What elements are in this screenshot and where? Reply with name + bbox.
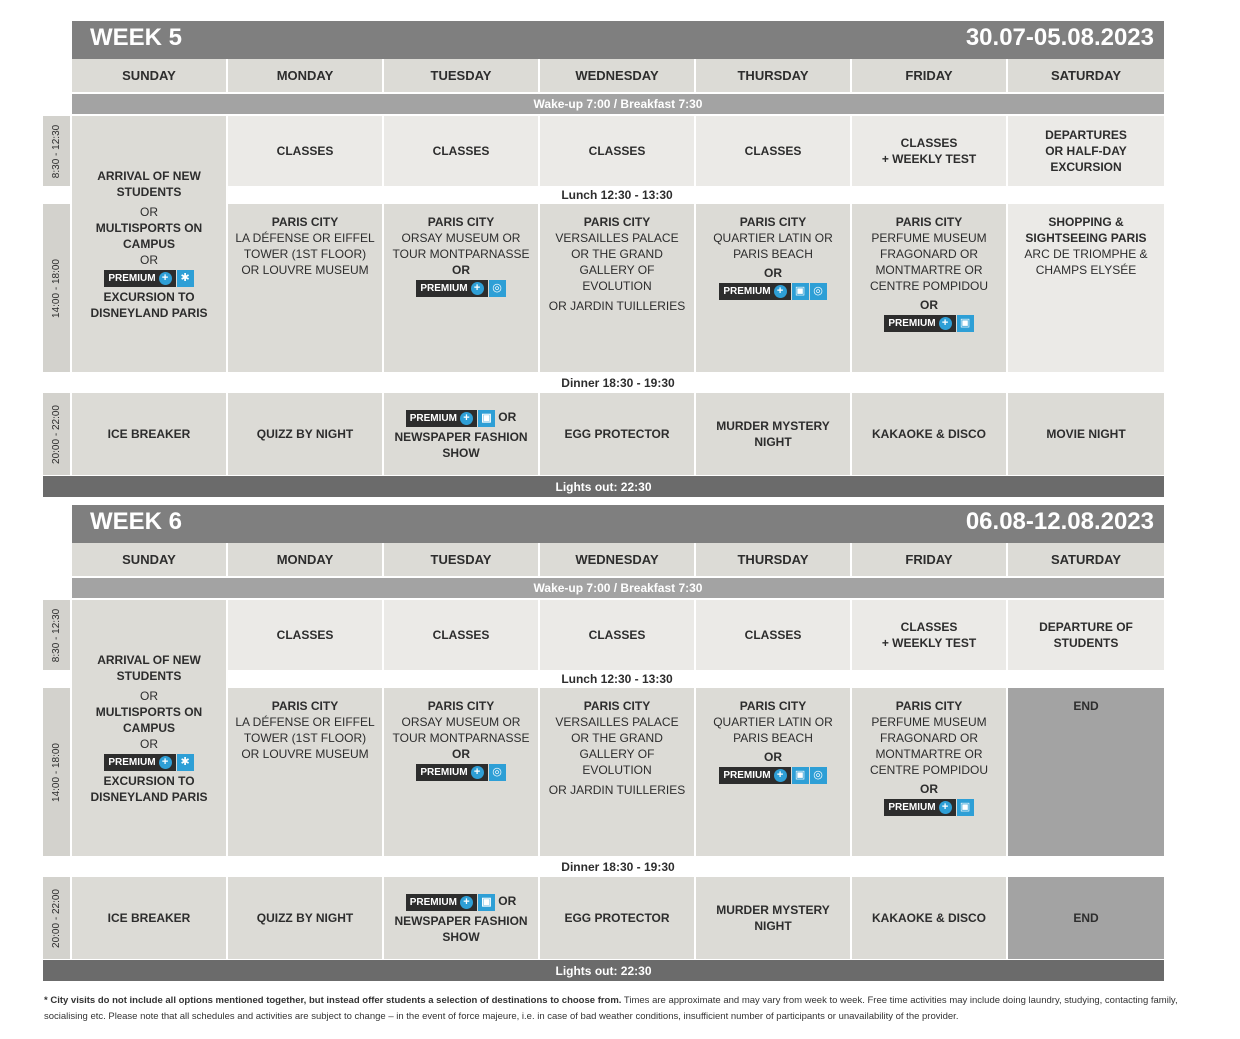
day-header: WEDNESDAY bbox=[540, 543, 694, 576]
day-header: MONDAY bbox=[228, 543, 382, 576]
ride-icon: ✱ bbox=[177, 754, 194, 771]
friday-afternoon-cell: PARIS CITY PERFUME MUSEUM FRAGONARD OR MONTMARTRE OR CENTRE POMPIDOU OR PREMIUM + ▣ bbox=[852, 204, 1006, 372]
time-label-morning: 8:30 - 12:30 bbox=[43, 600, 70, 670]
evening-cell: ICE BREAKER bbox=[72, 393, 226, 475]
thursday-afternoon-cell: PARIS CITY QUARTIER LATIN OR PARIS BEACH OR PREMIUM + ▣ ◎ bbox=[696, 204, 850, 372]
day-header: SUNDAY bbox=[72, 543, 226, 576]
wednesday-afternoon-cell: PARIS CITY VERSAILLES PALACE OR THE GRAND GALLERY OF EVOLUTION OR JARDIN TUILLERIES bbox=[540, 204, 694, 372]
week-title-bar bbox=[72, 21, 1164, 59]
lunch-label: Lunch 12:30 - 13:30 bbox=[561, 672, 673, 686]
evening-cell-tuesday: PREMIUM + ▣ OR NEWSPAPER FASHION SHOW bbox=[384, 393, 538, 475]
footnote bbox=[44, 993, 1184, 1025]
monday-afternoon-cell: PARIS CITY LA DÉFENSE OR EIFFEL TOWER (1ST FLOOR) OR LOUVRE MUSEUM bbox=[228, 688, 382, 856]
evening-cell: ICE BREAKER bbox=[72, 877, 226, 959]
classes-cell: CLASSES bbox=[540, 600, 694, 670]
day-header: THURSDAY bbox=[696, 543, 850, 576]
evening-cell: EGG PROTECTOR bbox=[540, 877, 694, 959]
wednesday-afternoon-cell: PARIS CITY VERSAILLES PALACE OR THE GRAND GALLERY OF EVOLUTION OR JARDIN TUILLERIES bbox=[540, 688, 694, 856]
saturday-morning-cell: DEPARTURES OR HALF-DAY EXCURSION bbox=[1008, 116, 1164, 186]
arrival-text: ARRIVAL OF NEW STUDENTS bbox=[97, 168, 201, 199]
premium-badge: PREMIUM + ✱ bbox=[104, 270, 193, 287]
day-header: TUESDAY bbox=[384, 543, 538, 576]
classes-cell: CLASSES bbox=[384, 600, 538, 670]
classes-cell: CLASSES bbox=[696, 600, 850, 670]
classes-cell: CLASSES bbox=[228, 116, 382, 186]
lunch-label: Lunch 12:30 - 13:30 bbox=[561, 188, 673, 202]
day-header: TUESDAY bbox=[384, 59, 538, 92]
time-label-morning: 8:30 - 12:30 bbox=[43, 116, 70, 186]
plus-icon: + bbox=[159, 756, 172, 769]
premium-badge: PREMIUM + ▣ bbox=[406, 894, 495, 911]
lights-out-bar: Lights out: 22:30 bbox=[43, 476, 1164, 497]
classes-test-cell: CLASSES + WEEKLY TEST bbox=[852, 600, 1006, 670]
ride-icon: ✱ bbox=[177, 270, 194, 287]
ball-icon: ◎ bbox=[489, 280, 506, 297]
evening-cell: MURDER MYSTERY NIGHT bbox=[696, 393, 850, 475]
or-text: OR bbox=[140, 252, 158, 267]
multisports-text: MULTISPORTS ON CAMPUS bbox=[95, 220, 203, 251]
plus-icon: + bbox=[159, 272, 172, 285]
evening-cell: EGG PROTECTOR bbox=[540, 393, 694, 475]
evening-cell: KAKAOKE & DISCO bbox=[852, 393, 1006, 475]
plus-icon: + bbox=[774, 285, 787, 298]
monday-afternoon-cell: PARIS CITY LA DÉFENSE OR EIFFEL TOWER (1ST FLOOR) OR LOUVRE MUSEUM bbox=[228, 204, 382, 372]
excursion-text: EXCURSION TO DISNEYLAND PARIS bbox=[90, 773, 208, 804]
evening-cell: MURDER MYSTERY NIGHT bbox=[696, 877, 850, 959]
saturday-afternoon-cell bbox=[1008, 204, 1164, 372]
time-label-afternoon: 14:00 - 18:00 bbox=[43, 688, 70, 856]
saturday-evening-cell: END bbox=[1008, 877, 1164, 959]
premium-badge: PREMIUM + ◎ bbox=[416, 280, 505, 297]
dinner-label: Dinner 18:30 - 19:30 bbox=[561, 859, 675, 874]
day-header: SATURDAY bbox=[1008, 59, 1164, 92]
plus-icon: + bbox=[774, 769, 787, 782]
camera-icon: ▣ bbox=[792, 767, 809, 784]
day-header: THURSDAY bbox=[696, 59, 850, 92]
footnote-bold: * City visits do not include all options mentioned together, but instead offer students a selection of destinations to choose from. bbox=[44, 995, 622, 1006]
day-header: SUNDAY bbox=[72, 59, 226, 92]
excursion-text: EXCURSION TO DISNEYLAND PARIS bbox=[90, 289, 208, 320]
premium-badge: PREMIUM + ✱ bbox=[104, 754, 193, 771]
evening-cell: QUIZZ BY NIGHT bbox=[228, 393, 382, 475]
saturday-morning-cell: DEPARTURE OF STUDENTS bbox=[1008, 600, 1164, 670]
premium-badge: PREMIUM + ▣ ◎ bbox=[719, 283, 826, 300]
premium-badge: PREMIUM + ▣ bbox=[406, 410, 495, 427]
premium-badge: PREMIUM + ▣ ◎ bbox=[719, 767, 826, 784]
time-label-evening: 20:00 - 22:00 bbox=[43, 877, 70, 959]
day-header: FRIDAY bbox=[852, 543, 1006, 576]
week-name: WEEK 6 bbox=[90, 508, 183, 535]
premium-badge: PREMIUM + ▣ bbox=[884, 799, 973, 816]
dinner-label: Dinner 18:30 - 19:30 bbox=[561, 375, 675, 390]
week-title-bar bbox=[72, 505, 1164, 543]
classes-cell: CLASSES bbox=[540, 116, 694, 186]
camera-icon: ▣ bbox=[957, 315, 974, 332]
wakeup-bar: Wake-up 7:00 / Breakfast 7:30 bbox=[72, 578, 1164, 598]
plus-icon: + bbox=[471, 766, 484, 779]
plus-icon: + bbox=[471, 282, 484, 295]
ball-icon: ◎ bbox=[810, 767, 827, 784]
plus-icon: + bbox=[460, 412, 473, 425]
saturday-afternoon-cell: END bbox=[1008, 688, 1164, 856]
classes-cell: CLASSES bbox=[384, 116, 538, 186]
day-header: MONDAY bbox=[228, 59, 382, 92]
plus-icon: + bbox=[939, 801, 952, 814]
sunday-arrival-cell bbox=[72, 600, 226, 856]
camera-icon: ▣ bbox=[478, 894, 495, 911]
week-dates: 30.07-05.08.2023 bbox=[965, 24, 1154, 51]
evening-cell: QUIZZ BY NIGHT bbox=[228, 877, 382, 959]
tuesday-afternoon-cell: PARIS CITY ORSAY MUSEUM OR TOUR MONTPARNASSE OR PREMIUM + ◎ bbox=[384, 688, 538, 856]
wakeup-bar: Wake-up 7:00 / Breakfast 7:30 bbox=[72, 94, 1164, 114]
thursday-afternoon-cell: PARIS CITY QUARTIER LATIN OR PARIS BEACH OR PREMIUM + ▣ ◎ bbox=[696, 688, 850, 856]
evening-cell: KAKAOKE & DISCO bbox=[852, 877, 1006, 959]
evening-cell-tuesday: PREMIUM + ▣ OR NEWSPAPER FASHION SHOW bbox=[384, 877, 538, 959]
classes-cell: CLASSES bbox=[228, 600, 382, 670]
or-text: OR bbox=[140, 204, 158, 219]
day-header: SATURDAY bbox=[1008, 543, 1164, 576]
ball-icon: ◎ bbox=[810, 283, 827, 300]
plus-icon: + bbox=[939, 317, 952, 330]
multisports-text: MULTISPORTS ON CAMPUS bbox=[95, 704, 203, 735]
camera-icon: ▣ bbox=[792, 283, 809, 300]
camera-icon: ▣ bbox=[957, 799, 974, 816]
classes-test-cell: CLASSES + WEEKLY TEST bbox=[852, 116, 1006, 186]
time-label-afternoon: 14:00 - 18:00 bbox=[43, 204, 70, 372]
arrival-text: ARRIVAL OF NEW STUDENTS bbox=[97, 652, 201, 683]
premium-badge: PREMIUM + ▣ bbox=[884, 315, 973, 332]
week-dates: 06.08-12.08.2023 bbox=[965, 508, 1154, 535]
sunday-arrival-cell bbox=[72, 116, 226, 372]
day-header: FRIDAY bbox=[852, 59, 1006, 92]
premium-badge: PREMIUM + ◎ bbox=[416, 764, 505, 781]
tuesday-afternoon-cell: PARIS CITY ORSAY MUSEUM OR TOUR MONTPARNASSE OR PREMIUM + ◎ bbox=[384, 204, 538, 372]
time-label-evening: 20:00 - 22:00 bbox=[43, 393, 70, 475]
friday-afternoon-cell: PARIS CITY PERFUME MUSEUM FRAGONARD OR MONTMARTRE OR CENTRE POMPIDOU OR PREMIUM + ▣ bbox=[852, 688, 1006, 856]
classes-cell: CLASSES bbox=[696, 116, 850, 186]
saturday-evening-cell: MOVIE NIGHT bbox=[1008, 393, 1164, 475]
lights-out-bar: Lights out: 22:30 bbox=[43, 960, 1164, 981]
footnote-text: Times are approximate and may vary from week to week. Free time activities may include doing laundry, studying, contacting family, socialising etc. Please note that all schedules and activities are subject to change – in the event of force majeure, i.e. in case of bad weather conditions, insufficient number of participants or unavailability of the provider. bbox=[44, 995, 1178, 1022]
week-name: WEEK 5 bbox=[90, 24, 183, 51]
saturday-afternoon-title: SHOPPING & SIGHTSEEING PARIS bbox=[1025, 215, 1147, 245]
or-text: OR bbox=[140, 688, 158, 703]
or-text: OR bbox=[140, 736, 158, 751]
day-header: WEDNESDAY bbox=[540, 59, 694, 92]
plus-icon: + bbox=[460, 896, 473, 909]
camera-icon: ▣ bbox=[478, 410, 495, 427]
ball-icon: ◎ bbox=[489, 764, 506, 781]
saturday-afternoon-text: ARC DE TRIOMPHE & CHAMPS ELYSÉE bbox=[1024, 247, 1148, 277]
